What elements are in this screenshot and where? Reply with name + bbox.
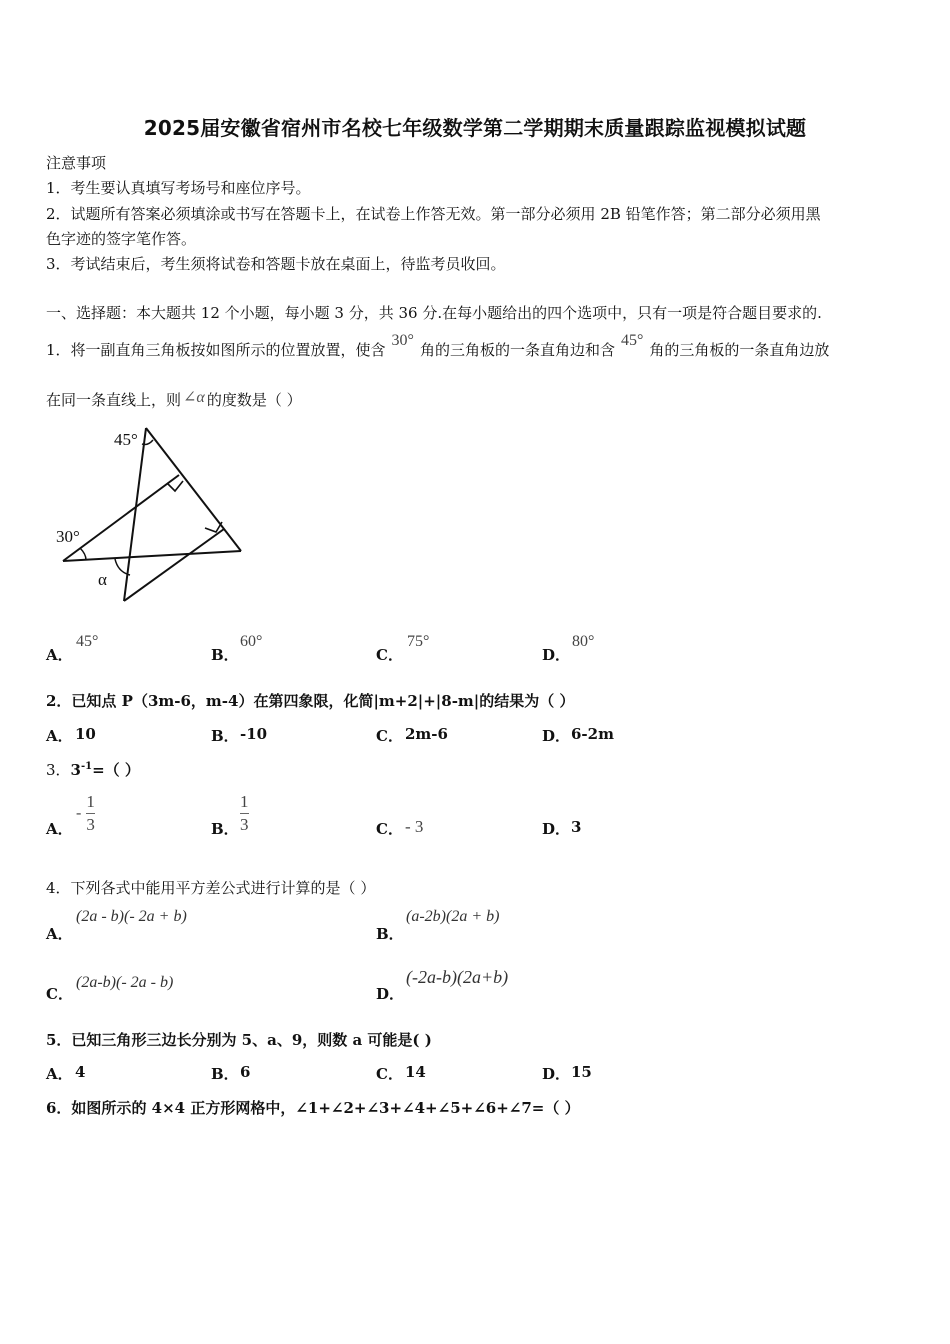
q2-stem: 2．已知点 P（3m-6，m-4）在第四象限，化简|m+2|+|8-m|的结果为（ ）	[46, 692, 575, 710]
q3-option-a-fraction	[86, 793, 95, 834]
q6-stem: 6．如图所示的 4×4 正方形网格中，∠1+∠2+∠3+∠4+∠5+∠6+∠7=（ ）	[46, 1099, 580, 1117]
fig-line-3	[63, 551, 241, 561]
q3-exp: -1	[80, 761, 93, 772]
q1-stem-line1	[46, 332, 830, 360]
q1-option-c-value: 75°	[407, 633, 430, 650]
q3-option-a-value	[76, 793, 95, 834]
q4-option-c-value: (2a-b)(- 2a - b)	[76, 974, 174, 991]
notice-item-3: 3．考试结束后，考生须将试卷和答题卡放在桌面上，待监考员收回。	[46, 255, 506, 273]
q1-option-d-value: 80°	[572, 633, 595, 650]
q3-stem	[46, 759, 140, 780]
q1-text-part1: 1．将一副直角三角板按如图所示的位置放置，使含	[46, 341, 386, 359]
notice-item-1: 1．考生要认真填写考场号和座位序号。	[46, 179, 311, 197]
q1-triangle-figure	[50, 420, 250, 610]
q1-val45: 45°	[620, 332, 644, 349]
q1-option-c-label: C．	[376, 646, 403, 664]
notice-item-2-cont: 色字迹的签字笔作答。	[46, 230, 197, 248]
q1-option-b-label: B．	[211, 646, 239, 664]
q5-option-a-label: A．	[46, 1065, 73, 1083]
q1-text-part2: 角的三角板的一条直角边和含	[419, 341, 615, 359]
q3-option-c-value: - 3	[405, 817, 424, 836]
q3-option-b-den: 3	[240, 815, 249, 834]
q1-option-a-label: A．	[46, 646, 73, 664]
q2-option-d-value: 6-2m	[571, 725, 614, 743]
q5-stem: 5．已知三角形三边长分别为 5、a、9，则数 a 可能是( )	[46, 1031, 432, 1049]
q5-option-d-value: 15	[571, 1063, 592, 1081]
q3-option-b-num: 1	[240, 792, 249, 811]
q4-option-c-label: C．	[46, 985, 73, 1003]
q2-option-b-label: B．	[211, 727, 239, 745]
notice-heading: 注意事项	[46, 154, 107, 172]
fraction-bar	[86, 813, 95, 814]
q5-option-a-value: 4	[75, 1063, 86, 1081]
q2-option-c-label: C．	[376, 727, 403, 745]
q5-option-c-label: C．	[376, 1065, 403, 1083]
fig-label-30: 30°	[56, 527, 80, 546]
fig-label-alpha: α	[98, 570, 107, 589]
q3-num: 3．	[46, 761, 71, 779]
q3-option-b-label: B．	[211, 820, 239, 838]
q5-option-c-value: 14	[405, 1063, 426, 1081]
q2-option-c-value: 2m-6	[405, 725, 448, 743]
q4-option-b-value: (a-2b)(2a + b)	[406, 908, 500, 925]
q2-option-d-label: D．	[542, 727, 571, 745]
q3-option-d-value: 3	[571, 818, 582, 836]
q1-stem-line2	[46, 389, 302, 410]
q1-option-b-value: 60°	[240, 633, 263, 650]
q1-option-a-value: 45°	[76, 633, 99, 650]
q2-option-a-value: 10	[75, 725, 96, 743]
page-title: 2025届安徽省宿州市名校七年级数学第二学期期末质量跟踪监视模拟试题	[143, 116, 807, 140]
q3-base: 3	[70, 761, 81, 779]
q3-rest: =（ ）	[92, 761, 140, 779]
q4-option-d-value: (-2a-b)(2a+b)	[406, 967, 509, 987]
fraction-bar	[240, 813, 249, 814]
q3-option-a-num: 1	[86, 792, 95, 811]
section-heading: 一、选择题：本大题共 12 个小题，每小题 3 分，共 36 分.在每小题给出的四个选项中，只有一项是符合题目要求的.	[46, 304, 822, 322]
fig-line-5	[124, 529, 224, 601]
q2-option-b-value: -10	[240, 725, 268, 743]
q4-option-a-label: A．	[46, 925, 73, 943]
q3-option-a-label: A．	[46, 820, 73, 838]
q3-option-b-fraction	[240, 793, 249, 834]
q1-val30: 30°	[391, 332, 414, 349]
q5-option-b-label: B．	[211, 1065, 239, 1083]
q3-option-c-label: C．	[376, 820, 403, 838]
q5-option-d-label: D．	[542, 1065, 571, 1083]
q4-option-b-label: B．	[376, 925, 404, 943]
q3-option-a-sign: -	[76, 804, 82, 822]
q5-option-b-value: 6	[240, 1063, 251, 1081]
q1-option-d-label: D．	[542, 646, 571, 664]
q1-angle-alpha: ∠α	[183, 389, 205, 406]
q1-text-part3: 角的三角板的一条直角边放	[649, 341, 830, 359]
q1-text-line2a: 在同一条直线上，则	[46, 391, 182, 409]
notice-item-2: 2．试题所有答案必须填涂或书写在答题卡上，在试卷上作答无效。第一部分必须用 2B 铅笔作答；第二部分必须用黑	[46, 205, 821, 223]
q4-option-d-label: D．	[376, 985, 405, 1003]
q4-stem: 4．下列各式中能用平方差公式进行计算的是（ ）	[46, 879, 376, 897]
q3-option-d-label: D．	[542, 820, 571, 838]
fig-arc-30	[80, 548, 86, 560]
q3-option-a-den: 3	[86, 815, 95, 834]
q4-option-a-value: (2a - b)(- 2a + b)	[76, 908, 187, 925]
fig-label-45: 45°	[114, 430, 138, 449]
q2-option-a-label: A．	[46, 727, 73, 745]
q3-option-b-value	[240, 793, 249, 834]
q1-text-line2b: 的度数是（ ）	[206, 391, 302, 409]
